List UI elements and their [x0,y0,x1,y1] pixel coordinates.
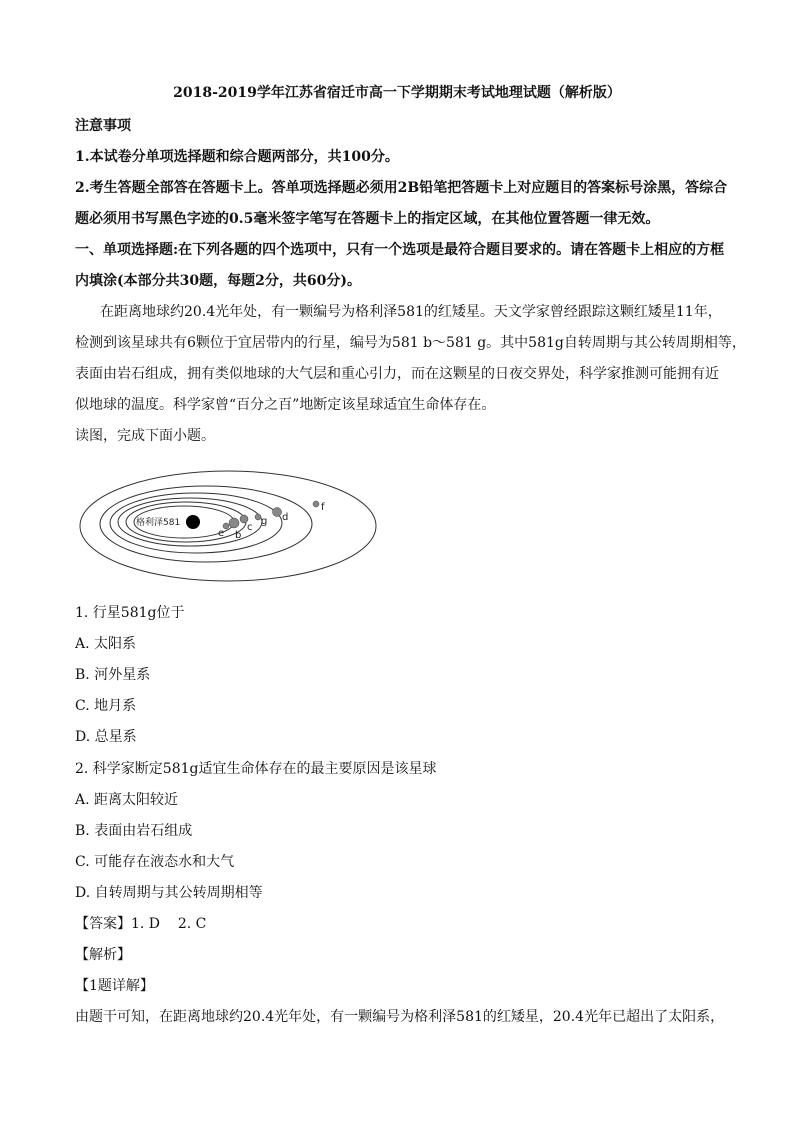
notice-item-1: 1.本试卷分单项选择题和综合题两部分，共100分。 [75,149,399,165]
notice-item-2-line-2: 题必须用书写黑色字迹的0.5毫米签字笔写在答题卡上的指定区域，在其他位置答题一律无效。 [75,211,660,227]
orbit-d [100,486,312,562]
passage-line-1: 在距离地球约20.4光年处，有一颗编号为格利泽581的红矮星。天文学家曾经跟踪这颗红矮星11年， [100,304,722,320]
section-heading-line-1: 一、单项选择题:在下列各题的四个选项中，只有一个选项是最符合题目要求的。请在答题卡上相应的方框 [75,242,725,258]
planet-label-b: b [235,530,242,541]
section-heading-line-2: 内填涂(本部分共30题，每题2分，共60分)。 [75,273,361,289]
question-2-option-a: A. 距离太阳较近 [75,792,179,808]
answer-line: 【答案】1. D 2. C [75,916,207,932]
planet-label-g: g [261,516,268,527]
question-2-option-d: D. 自转周期与其公转周期相等 [75,885,263,901]
read-figure-instruction: 读图，完成下面小题。 [75,428,215,444]
notice-heading: 注意事项 [75,118,131,134]
question-1-option-a: A. 太阳系 [75,636,137,652]
notice-item-2-line-1: 2.考生答题全部答在答题卡上。答单项选择题必须用2B铅笔把答题卡上对应题目的答案标号涂黑，答综合 [75,180,728,196]
passage-line-3: 表面由岩石组成，拥有类似地球的大气层和重心引力，而在这颗星的日夜交界处，科学家推测可能拥有近 [75,366,719,382]
question-1-stem: 1. 行星581g位于 [75,605,185,621]
planet-label-e: e [218,528,225,539]
passage-line-2: 检测到该星球共有6颗位于宜居带内的行星，编号为581 b～581 g。其中581g自转周期与其公转周期相等， [75,335,746,351]
planet-b [229,518,239,528]
planet-label-c: c [247,522,253,533]
star-label: 格利泽581 [136,518,181,528]
orbit-diagram [78,468,378,586]
planet-label-f: f [321,502,325,513]
question-1-option-d: D. 总星系 [75,729,137,745]
passage-line-4: 似地球的温度。科学家曾“百分之百”地断定该星球适宜生命体存在。 [75,397,496,413]
page-title: 2018-2019学年江苏省宿迁市高一下学期期末考试地理试题（解析版） [173,85,621,101]
question-2-option-b: B. 表面由岩石组成 [75,823,193,839]
question-1-option-b: B. 河外星系 [75,667,151,683]
analysis-label: 【解析】 [75,947,131,963]
question-2-stem: 2. 科学家断定581g适宜生命体存在的最主要原因是该星球 [75,761,437,777]
analysis-text: 由题干可知，在距离地球约20.4光年处，有一颗编号为格利泽581的红矮星，20.4光年已超出了太阳系， [75,1009,725,1025]
question-1-detail-label: 【1题详解】 [75,978,154,994]
planet-label-d: d [282,512,289,523]
question-1-option-c: C. 地月系 [75,698,137,714]
red-dwarf-star [186,515,200,529]
planet-d [273,508,282,517]
question-2-option-c: C. 可能存在液态水和大气 [75,854,235,870]
planet-f [313,501,319,507]
